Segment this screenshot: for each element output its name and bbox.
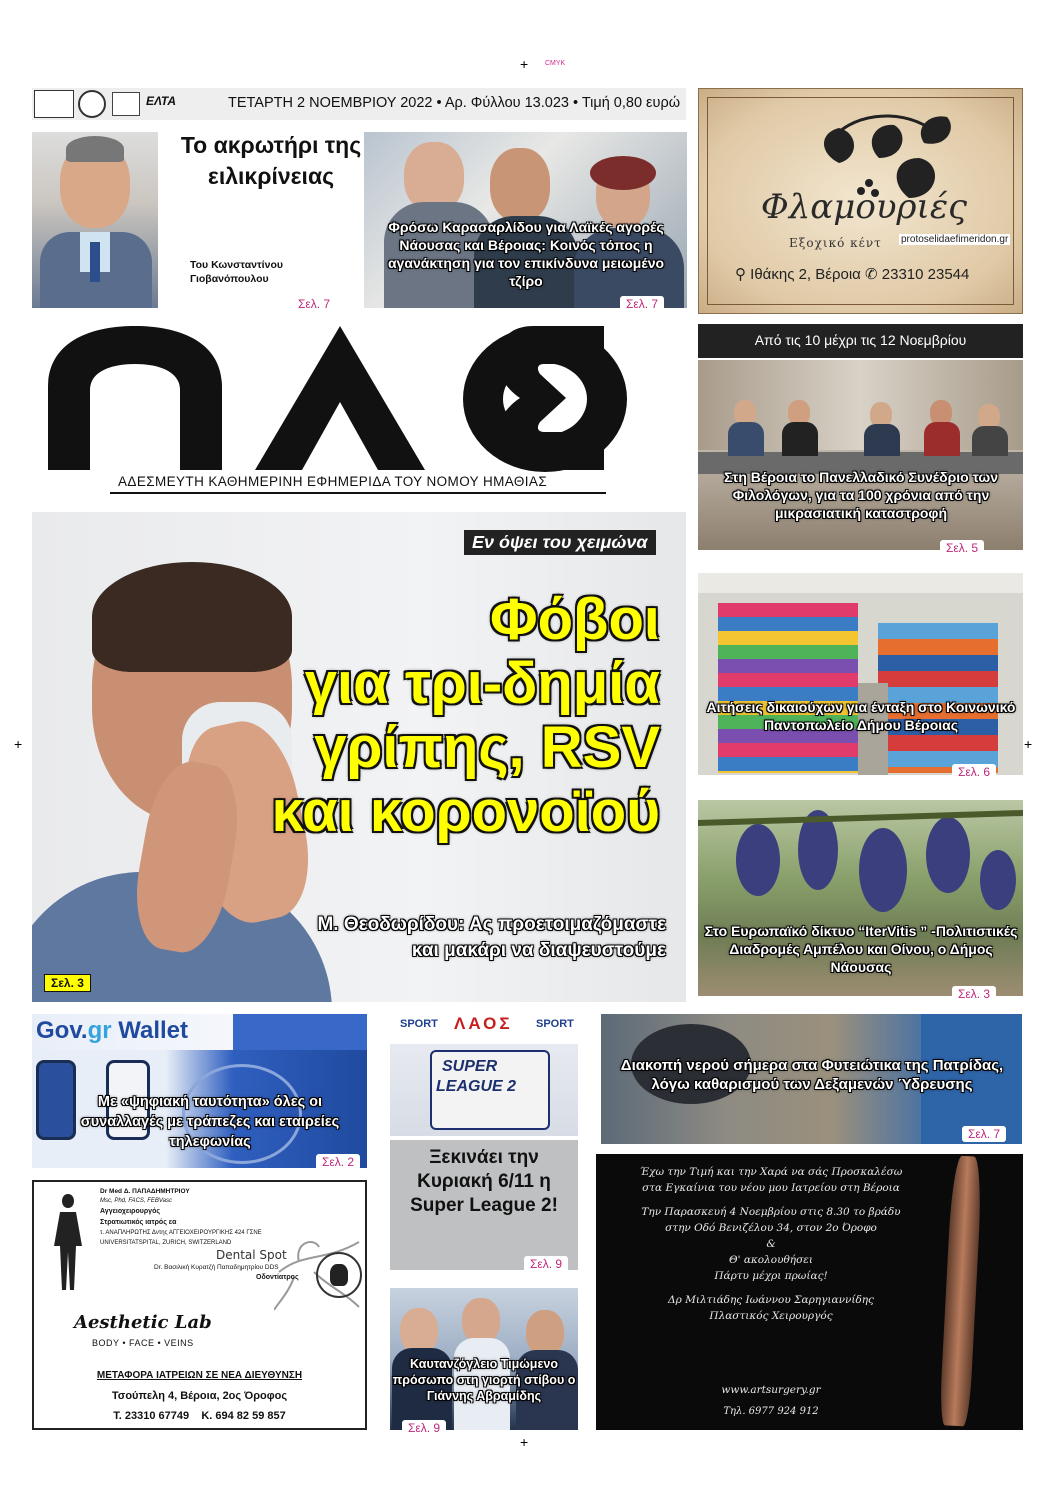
congress-headline: Στη Βέροια το Πανελλαδικό Συνέδριο των Φιλολόγων, για τα 100 χρόνια από την μικρασιατική καταστροφή [723,469,999,521]
water-page: Σελ. 7 [962,1126,1006,1142]
wallet-page: Σελ. 2 [316,1154,360,1170]
athlete-page: Σελ. 9 [402,1420,446,1436]
wallet-brand-gov: Gov. [36,1017,88,1044]
sport-label-left: SPORT [400,1018,438,1030]
watermark: protoselidaefimeridon.gr [901,234,1009,245]
masthead-subtitle: ΑΔΕΣΜΕΥΤΗ ΚΑΘΗΜΕΡΙΝΗ ΕΦΗΜΕΡΙΔΑ ΤΟΥ ΝΟΜΟΥ ΗΜΑΘΙΑΣ [118,474,548,489]
aesthetic-lab-sub: BODY • FACE • VEINS [92,1338,194,1348]
crop-mark-bottom: + [520,1434,529,1450]
clinic-phones: Τ. 23310 67749 Κ. 694 82 59 857 [113,1410,286,1422]
ad-clinic[interactable] [32,1180,367,1430]
league-logo-top: SUPER [442,1058,498,1075]
body-silhouette-icon [38,1186,98,1296]
doctor2-name: Dr. Βασιλική Κυρατζή Παπαδημητρίου DDS [154,1264,279,1271]
crop-mark-top: + [520,56,529,72]
grocery-page: Σελ. 6 [952,764,996,780]
surgery-line: Δρ Μιλτιάδης Ιωάννου Σαρηγιαννίδης [668,1294,874,1306]
dental-spot: Dental Spot [216,1248,287,1262]
doctor1-role2: Στρατιωτικός ιατρός εα [100,1219,177,1226]
doctor2-role: Οδοντίατρος [256,1274,299,1281]
stamp-logo-3 [112,92,140,116]
leg-silhouette-icon [939,1155,983,1426]
sport-header [390,1014,586,1042]
location-icon: ⚲ [735,266,746,283]
wallet-brand [36,1017,188,1045]
crop-mark-right: + [1024,736,1033,752]
crop-mark-left: + [14,736,23,752]
surgery-line [606,1284,936,1292]
water-headline: Διακοπή νερού σήμερα στα Φυτειώτικα της Πατρίδας, λόγω καθαρισμού των Δεξαμενών Ύδρευσης [620,1057,1004,1093]
sport-label-right: SPORT [536,1018,574,1030]
congress-banner [698,324,1023,358]
date-bar [32,88,686,120]
surgery-line: Πάρτυ μέχρι πρωίας! [714,1270,828,1282]
date-line: ΤΕΤΑΡΤΗ 2 ΝΟΕΜΒΡΙΟΥ 2022 • Αρ. Φύλλου 13.023 • Τιμή 0,80 ευρώ [228,95,681,111]
surgery-line: Θ' ακολουθήσει [728,1254,814,1266]
congress-page: Σελ. 5 [940,540,984,556]
elta-logo: ΕΛΤΑ [146,94,177,108]
surgery-line: Την Παρασκευή 4 Νοεμβρίου στις 8.30 το βράδυ [641,1206,901,1218]
main-headline-line-3: γρίπης, RSV [314,715,660,780]
tooth-icon [316,1252,362,1298]
surgery-line: & [766,1238,776,1250]
column-author: Του Κωνσταντίνου Γιοβανόπουλου [190,259,283,285]
sport-headline: Ξεκινάει την Κυριακή 6/11 η Super League 2! [410,1147,558,1216]
surgery-website: www.artsurgery.gr [721,1384,821,1396]
main-quote [290,912,666,964]
sport-headline-box [390,1140,578,1270]
wallet-headline: Με «ψηφιακή ταυτότητα» όλες οι συναλλαγές με τράπεζες και εταιρείες τηλεφωνίας [80,1094,340,1150]
surgery-phone: Τηλ. 6977 924 912 [723,1406,819,1417]
clinic-notice: ΜΕΤΑΦΟΡΑ ΙΑΤΡΕΙΩΝ ΣΕ ΝΕΑ ΔΙΕΥΘΥΝΣΗ [96,1370,303,1381]
main-kicker-box [464,530,656,555]
flamouries-tagline: Εξοχικό κέντ [789,236,882,250]
sport-page: Σελ. 9 [524,1256,568,1272]
stamp-logo-2 [78,90,106,118]
vine-headline: Στο Ευρωπαϊκό δίκτυο “IterVitis ” -Πολιτιστικές Διαδρομές Αμπέλου και Οίνου, ο Δήμος Νάουσας [704,923,1018,975]
phone-icon: ✆ [865,266,882,283]
doctor1-note2: UNIVERSITATSPITAL, ZURICH, SWITZERLAND [100,1240,232,1246]
grocery-headline: Αιτήσεις δικαιούχων για ένταξη στο Κοινωνικό Παντοπωλείο Δήμου Βέροιας [706,699,1016,733]
column-page: Σελ. 7 [292,296,336,312]
doctor1-name: Dr Med Δ. ΠΑΠΑΔΗΜΗΤΡΙΟΥ [100,1188,190,1195]
main-quote-line-2: και μακάρι να διαψευστούμε [411,940,666,961]
main-quote-line-1: Μ. Θεοδωρίδου: Ας προετοιμαζόμαστε [317,914,666,935]
aesthetic-lab: Aesthetic Lab [74,1312,212,1333]
vine-page: Σελ. 3 [952,986,996,1002]
surgery-line: Έχω την Τιμή και την Χαρά να σάς Προσκαλέσω [639,1166,903,1178]
masthead-sigma [494,322,608,472]
stamp-logo-1 [34,90,74,118]
athlete-headline: Καυτανζόγλειο Τιμώμενο πρόσωπο στη γιορτή στίβου ο Γιάννης Αβραμίδης [392,1357,576,1403]
league-logo-bottom: LEAGUE 2 [436,1078,517,1095]
main-headline-line-4: και κορονοϊού [271,779,660,844]
doctor1-creds: Msc, Phd, FACS, FEBVasc [100,1198,173,1204]
congress-banner-text: Από τις 10 μέχρι τις 12 Νοεμβρίου [754,332,967,348]
league-photo [390,1044,578,1136]
surgery-line: στην Οδό Βενιζέλου 34, στον 2ο Όροφο [665,1222,877,1234]
main-page: Σελ. 3 [44,974,91,992]
wallet-brand-wallet: Wallet [111,1017,189,1044]
main-kicker: Εν όψει του χειμώνα [472,532,648,552]
doctor1-role1: Αγγειοχειρουργός [100,1208,160,1215]
surgery-line: στα Εγκαίνια του νέου μου Ιατρείου στη Βέροια [642,1182,900,1194]
markets-page: Σελ. 7 [620,296,664,312]
flamouries-name: Φλαμουριές [760,187,968,227]
subtitle-rule [110,492,606,494]
flamouries-address: Ιθάκης 2, Βέροια [750,266,861,283]
clinic-address: Τσούπελη 4, Βέροια, 2ος Όροφος [111,1390,288,1402]
column-headline: Το ακρωτήρι της ειλικρίνειας [180,132,362,189]
wallet-brand-gr: gr [87,1017,112,1044]
surgery-invitation [606,1164,936,1324]
ad-flamouries[interactable] [698,88,1023,314]
ad-surgery[interactable] [596,1154,1023,1430]
main-headline-line-1: Φόβοι [490,587,660,652]
doctor1-note1: τ. ΑΝΑΠΛΗΡΩΤΗΣ Δντης ΑΓΓΕΙΟΧΕΙΡΟΥΡΓΙΚΗΣ 424 ΓΣΝΕ [100,1230,262,1236]
main-headline [260,588,660,844]
surgery-line [606,1196,936,1204]
grocery-photo [698,573,1023,775]
main-headline-line-2: για τρι-δημία [304,651,660,716]
markets-headline: Φρόσω Καρασαρλίδου για Λαϊκές αγορές Νάουσας και Βέροιας: Κοινός τόπος η αγανάκτηση για τον επικίνδυνα μειωμένο τζίρο [387,219,665,289]
flamouries-phone: 23310 23544 [881,266,970,283]
cmyk-mark: CMYK [545,60,566,67]
columnist-photo [32,132,158,308]
surgery-line: Πλαστικός Χειρουργός [709,1310,833,1322]
sport-logo: ΛΑΟΣ [454,1014,513,1033]
flamouries-contact [735,265,969,283]
